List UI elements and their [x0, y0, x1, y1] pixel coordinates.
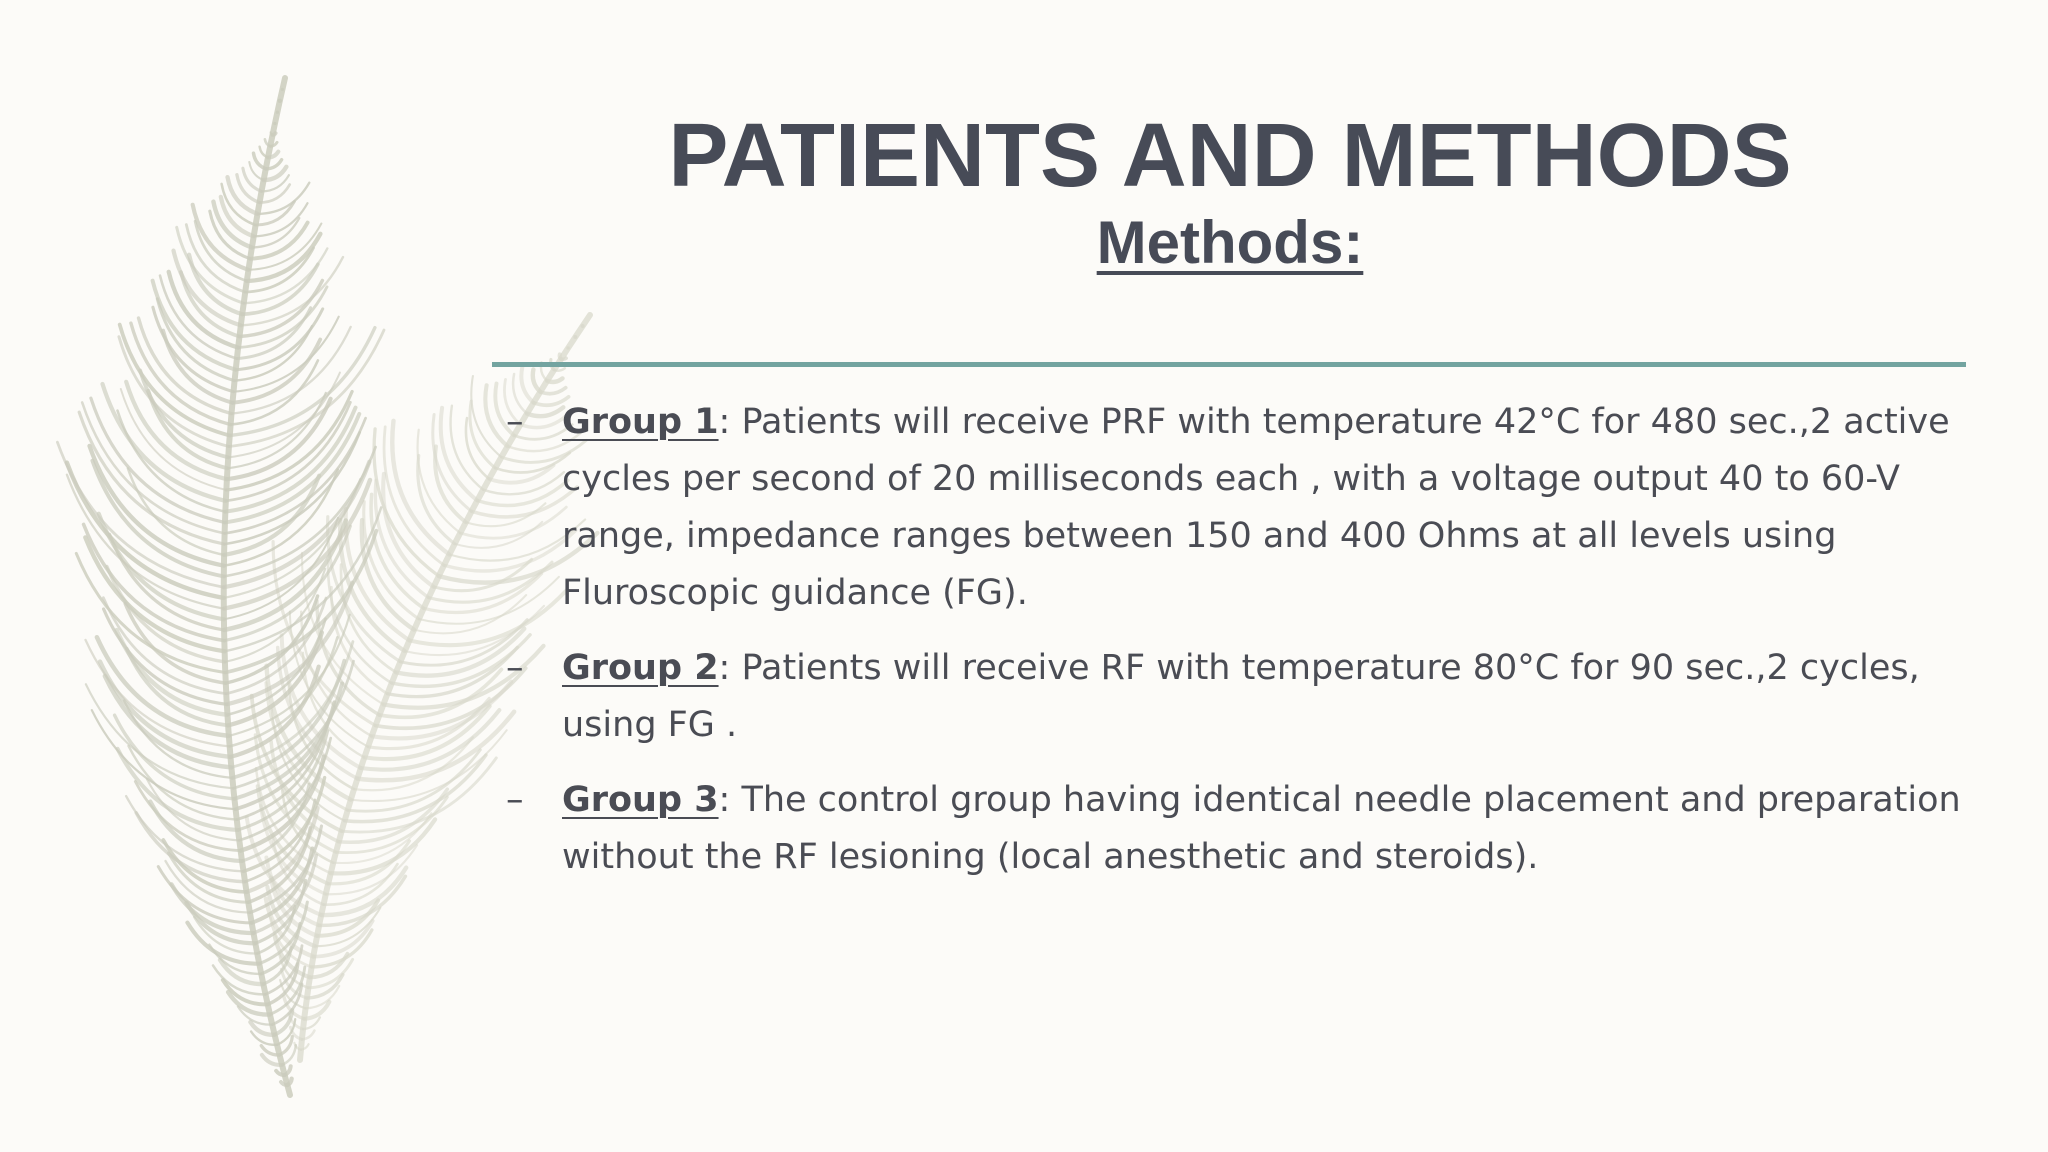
group-3-label: Group 3: [562, 780, 719, 820]
group-3-text: : The control group having identical needle placement and preparation without the RF lesioning (local anesthetic and steroids).: [562, 780, 1961, 877]
bullet-dash: –: [506, 402, 524, 442]
group-2-text: : Patients will receive RF with temperature 80°C for 90 sec.,2 cycles, using FG .: [562, 648, 1920, 745]
subtitle-text: Methods:: [1096, 209, 1364, 276]
list-item-group-1: [506, 394, 1966, 622]
group-2-label: Group 2: [562, 648, 719, 688]
section-subtitle: [560, 208, 1900, 278]
list-item-group-3: [506, 772, 1966, 886]
methods-list: [506, 394, 1966, 904]
group-1-text: : Patients will receive PRF with temperature 42°C for 480 sec.,2 active cycles per second of 20 milliseconds each , with a voltage output 40 to 60-V range, impedance ranges between 150 and 400 Ohms at all levels using Fluroscopic guidance (FG).: [562, 402, 1950, 613]
list-item-group-2: [506, 640, 1966, 754]
bullet-dash: –: [506, 648, 524, 688]
bullet-dash: –: [506, 780, 524, 820]
group-1-label: Group 1: [562, 402, 719, 442]
page-title: PATIENTS AND METHODS: [668, 106, 1792, 206]
title-divider: [492, 362, 1966, 367]
